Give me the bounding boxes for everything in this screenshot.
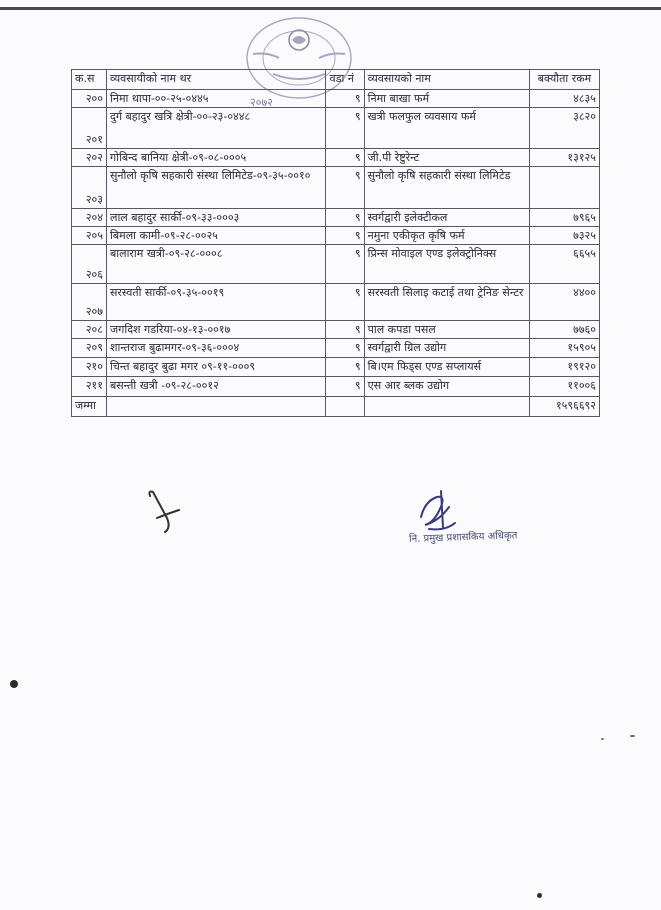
owner-name-cell: शान्तराज बुढामगर-०९-३६-०००४ xyxy=(106,339,325,358)
table-row xyxy=(72,227,600,245)
table-row xyxy=(72,108,600,149)
table-body xyxy=(72,90,600,397)
business-name-cell: सरस्वती सिलाइ कटाई तथा ट्रेनिङ सेन्टर xyxy=(364,284,529,321)
serial-cell: २०५ xyxy=(72,227,107,245)
ward-cell: ९ xyxy=(326,167,364,209)
business-name-cell: सुनौलो कृषि सहकारी संस्था लिमिटेड xyxy=(364,167,529,209)
total-row xyxy=(72,397,600,417)
header-owner-name: व्यवसायीको नाम थर xyxy=(106,70,325,90)
header-due-amount: बक्यौता रकम xyxy=(530,70,600,90)
due-amount-cell: ४८३५ xyxy=(530,90,600,108)
ward-cell: ९ xyxy=(326,284,364,321)
stamp-number: २०७२ xyxy=(250,96,273,109)
owner-name-cell: सुनौलो कृषि सहकारी संस्था लिमिटेड-०९-३५-००१० xyxy=(106,167,325,209)
ward-cell: ९ xyxy=(326,209,364,227)
due-amount-cell: ७९६५ xyxy=(530,209,600,227)
table-row xyxy=(72,167,600,209)
total-empty-cell xyxy=(326,397,364,417)
business-name-cell: नमुना एकीकृत कृषि फर्म xyxy=(364,227,529,245)
table-row xyxy=(72,90,600,108)
owner-name-cell: दुर्ग बहादुर खत्रि क्षेत्री-००-२३-०४४८ xyxy=(106,108,325,149)
serial-cell: २०९ xyxy=(72,339,107,358)
owner-name-cell: लाल बहादुर सार्की-०९-३३-०००३ xyxy=(106,209,325,227)
dues-ledger-table xyxy=(71,69,600,417)
due-amount-cell: १९१२० xyxy=(530,358,600,377)
header-ward: वडा नं xyxy=(326,70,364,90)
due-amount-cell: ११००६ xyxy=(530,377,600,397)
business-name-cell: पाल कपडा पसल xyxy=(364,321,529,339)
header-serial: क.स xyxy=(72,70,107,90)
serial-cell: २०१ xyxy=(72,108,107,149)
ward-cell: ९ xyxy=(326,245,364,284)
due-amount-cell: ७७६० xyxy=(530,321,600,339)
total-empty-cell xyxy=(106,397,325,417)
signatory-designation: नि. प्रमुख प्रशासकिय अधिकृत xyxy=(408,530,518,545)
header-business-name: व्यवसायको नाम xyxy=(364,70,529,90)
ward-cell: ९ xyxy=(326,149,364,167)
table-row xyxy=(72,284,600,321)
ward-cell: ९ xyxy=(326,377,364,397)
total-empty-cell xyxy=(364,397,529,417)
table-row xyxy=(72,321,600,339)
ward-cell: ९ xyxy=(326,227,364,245)
business-name-cell: प्रिन्स मोवाइल एण्ड इलेक्ट्रोनिक्स xyxy=(364,245,529,284)
ward-cell: ९ xyxy=(326,321,364,339)
scan-speck xyxy=(630,735,635,737)
serial-cell: २०६ xyxy=(72,245,107,284)
due-amount-cell: ३८२० xyxy=(530,108,600,149)
due-amount-cell xyxy=(530,167,600,209)
business-name-cell: खत्री फलफुल व्यवसाय फर्म xyxy=(364,108,529,149)
total-amount: १५९६६९२ xyxy=(530,397,600,417)
business-name-cell: जी.पी रेष्टुरेन्ट xyxy=(364,149,529,167)
table-row xyxy=(72,209,600,227)
officer-signature xyxy=(415,487,460,535)
ward-cell: ९ xyxy=(326,339,364,358)
ward-cell: ९ xyxy=(326,358,364,377)
due-amount-cell: ४४०० xyxy=(530,284,600,321)
scan-speck xyxy=(10,680,18,688)
table-header-row xyxy=(72,70,600,90)
table-row xyxy=(72,149,600,167)
scan-speck xyxy=(537,893,542,898)
serial-cell: २०० xyxy=(72,90,107,108)
due-amount-cell: ७३२५ xyxy=(530,227,600,245)
scan-speck xyxy=(601,738,604,740)
serial-cell: २०४ xyxy=(72,209,107,227)
left-signature-mark xyxy=(145,488,185,536)
serial-cell: २०७ xyxy=(72,284,107,321)
serial-cell: २०३ xyxy=(72,167,107,209)
business-name-cell: स्वर्गद्वारी ग्रिल उद्योग xyxy=(364,339,529,358)
table-row xyxy=(72,245,600,284)
owner-name-cell: जगदिश गडरिया-०४-१३-००१७ xyxy=(106,321,325,339)
business-name-cell: एस आर ब्लक उद्योग xyxy=(364,377,529,397)
due-amount-cell: १५९०५ xyxy=(530,339,600,358)
serial-cell: २११ xyxy=(72,377,107,397)
business-name-cell: स्वर्गद्वारी इलेक्टीकल xyxy=(364,209,529,227)
ward-cell: ९ xyxy=(326,90,364,108)
due-amount-cell: ६६५५ xyxy=(530,245,600,284)
table-row xyxy=(72,377,600,397)
owner-name-cell: सरस्वती सार्की-०९-३५-००१९ xyxy=(106,284,325,321)
serial-cell: २०८ xyxy=(72,321,107,339)
table-row xyxy=(72,339,600,358)
due-amount-cell: १३१२५ xyxy=(530,149,600,167)
top-edge-rule xyxy=(0,7,661,10)
owner-name-cell: बिमला कामी-०९-२८-००२५ xyxy=(106,227,325,245)
owner-name-cell: चिन्त बहादुर बुढा मगर ०९-११-०००९ xyxy=(106,358,325,377)
table-row xyxy=(72,358,600,377)
owner-name-cell: निमा थापा-००-२५-०४४५ xyxy=(106,90,325,108)
owner-name-cell: बसन्ती खत्री -०९-२८-००१२ xyxy=(106,377,325,397)
business-name-cell: बि।एम फिड्स एण्ड सप्लायर्स xyxy=(364,358,529,377)
owner-name-cell: गोबिन्द बानिया क्षेत्री-०९-०८-०००५ xyxy=(106,149,325,167)
serial-cell: २०२ xyxy=(72,149,107,167)
serial-cell: २१० xyxy=(72,358,107,377)
ward-cell: ९ xyxy=(326,108,364,149)
total-label: जम्मा xyxy=(72,397,107,417)
business-name-cell: निमा बाखा फर्म xyxy=(364,90,529,108)
owner-name-cell: बालाराम खत्री-०९-२८-०००८ xyxy=(106,245,325,284)
